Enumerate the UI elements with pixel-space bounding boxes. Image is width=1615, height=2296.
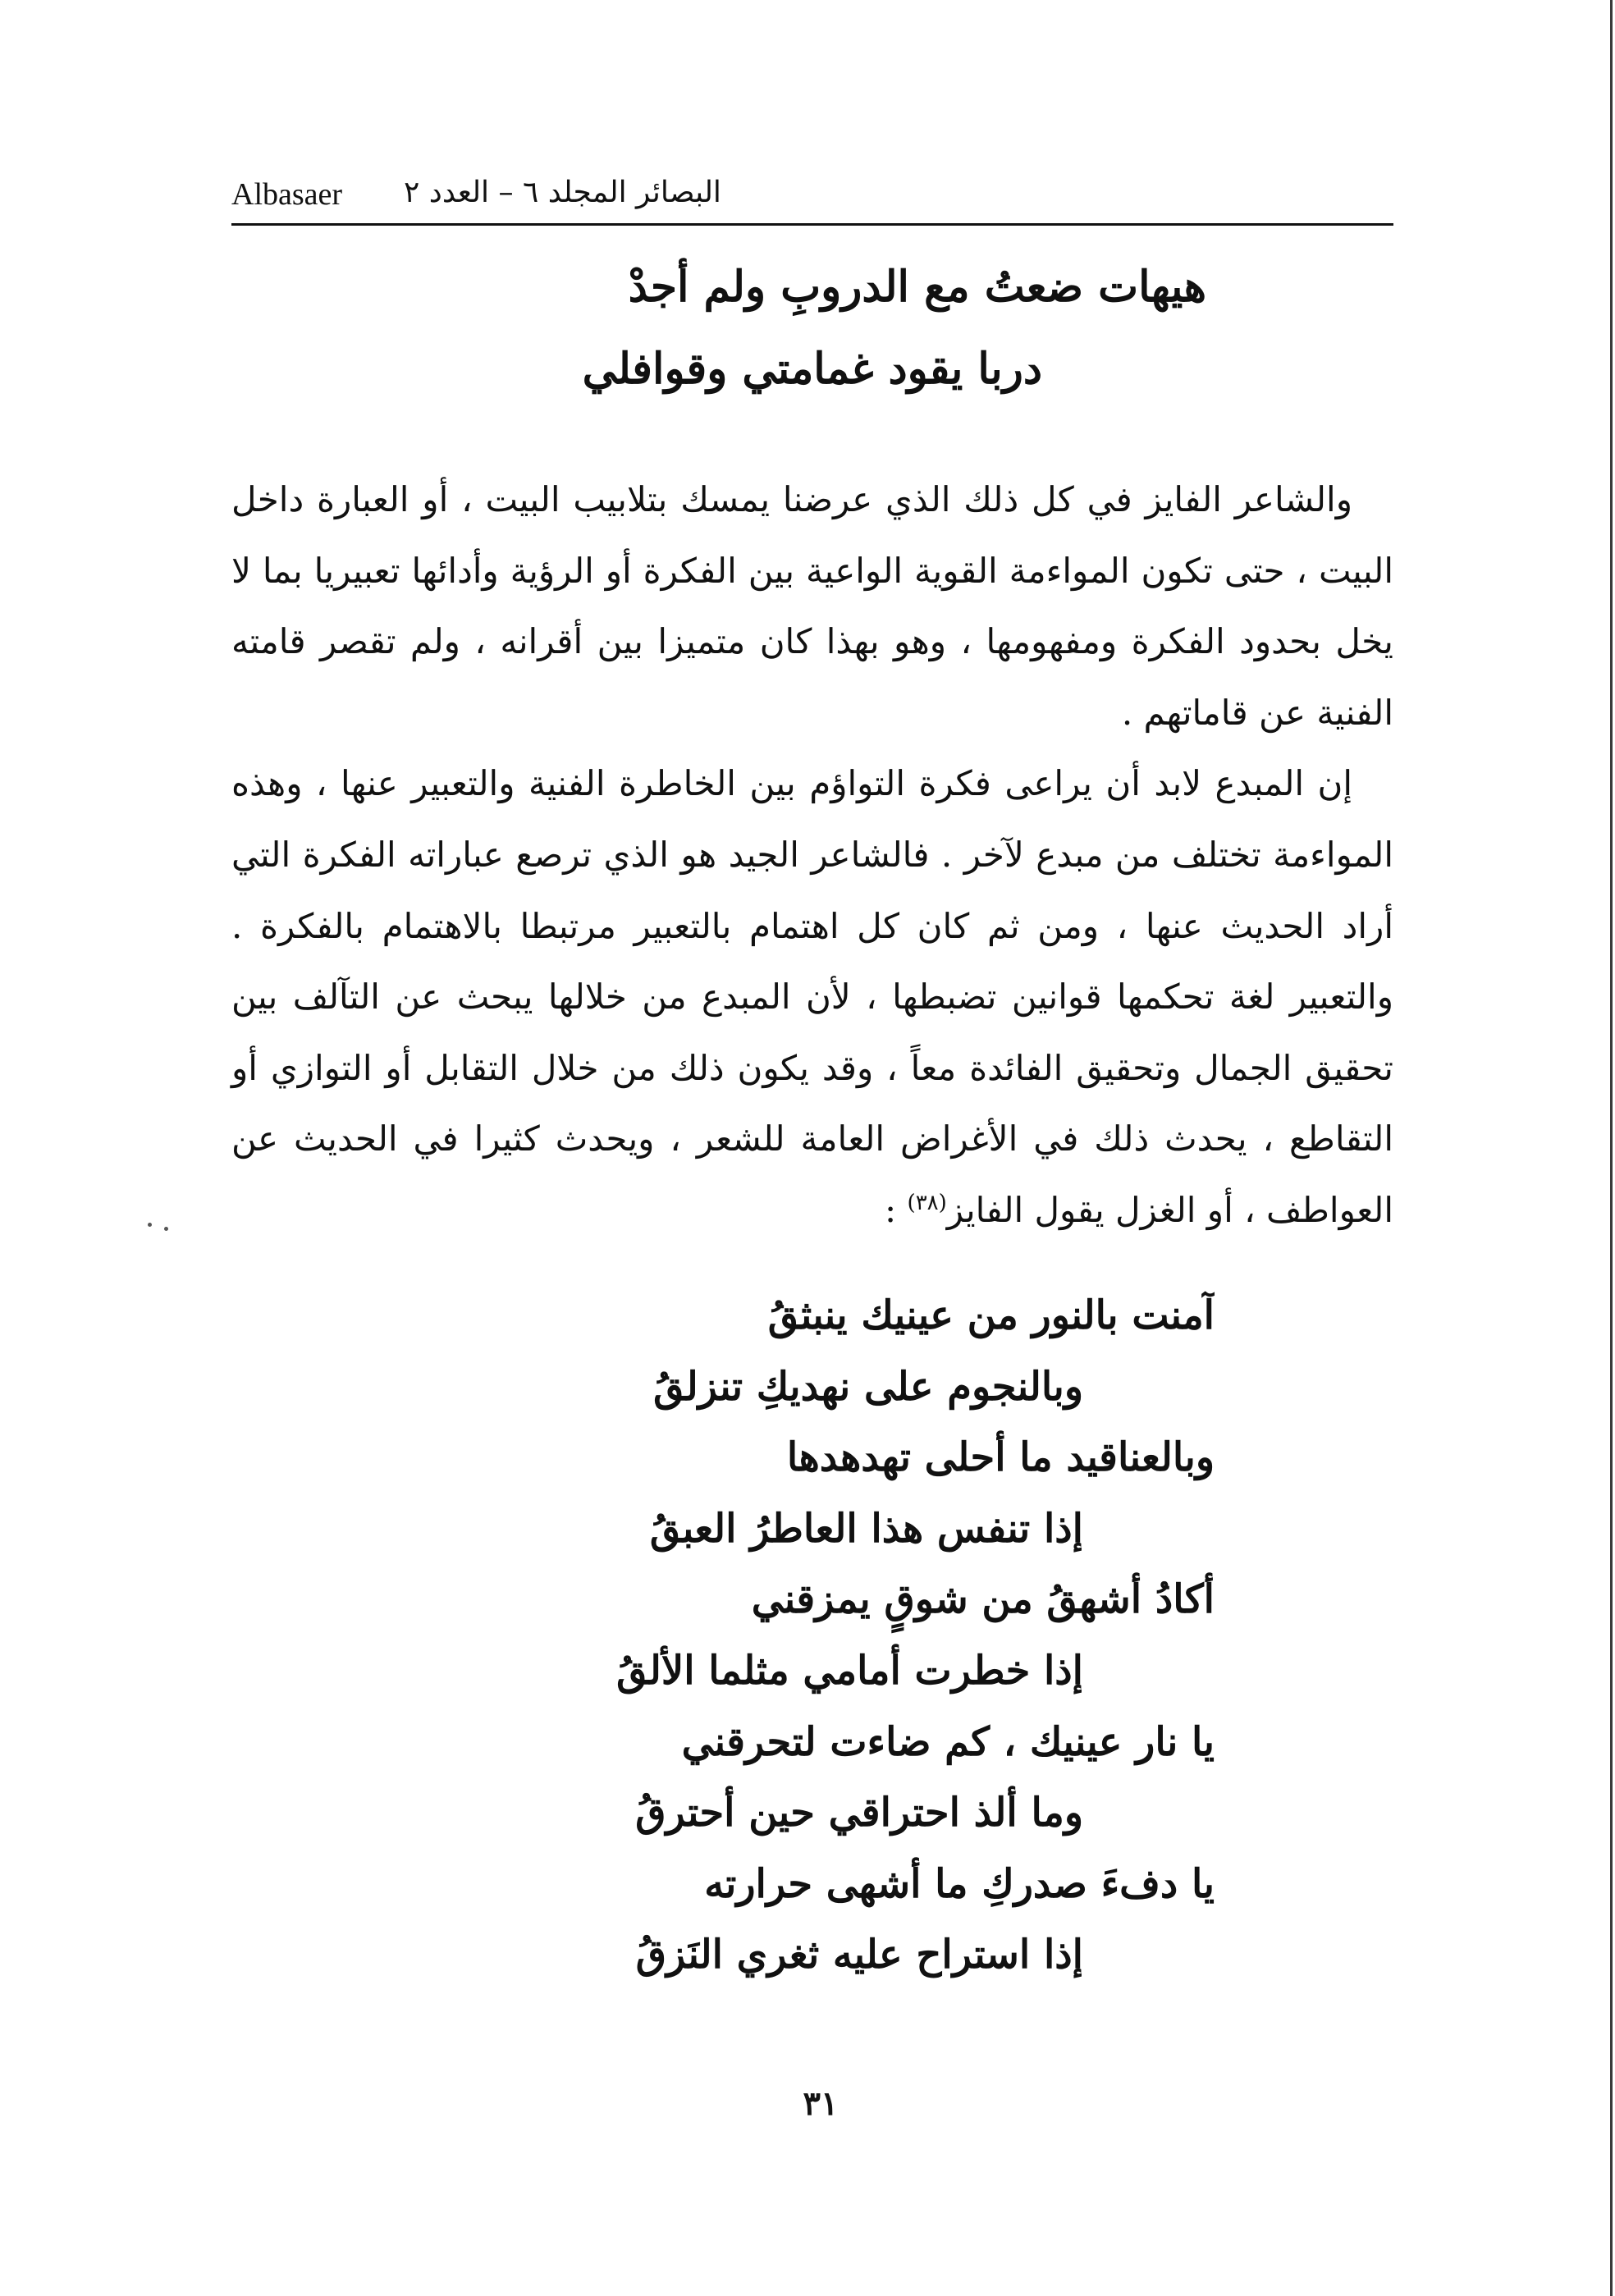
opening-verse — [427, 246, 1206, 410]
verse-line: هيهات ضعتُ مع الدروبِ ولم أجدْ — [628, 262, 1206, 312]
footnote-reference: (٣٨) — [907, 1190, 947, 1215]
paragraph: والشاعر الفايز في كل ذلك الذي عرضنا يمسك بتلابيب البيت ، أو العبارة داخل البيت ، حتى تكون المواءمة القوية الواعية بين الفكرة أو الرؤية وأدائها تعبيريا بما لا يخل بحدود الفكرة ومفهومها ، وهو بهذا كان متميزا بين أقرانه ، ولم تقصر قامته الفنية عن قاماتهم . — [231, 479, 1393, 733]
paragraph-text: إن المبدع لابد أن يراعى فكرة التواؤم بين الخاطرة الفنية والتعبير عنها ، وهذه المواءمة تختلف من مبدع لآخر . فالشاعر الجيد هو الذي ترصع عباراته الفكرة التي أراد الحديث عنها ، ومن ثم كان كل اهتمام بالتعبير مرتبطا بالاهتمام بالفكرة . والتعبير لغة تحكمها قوانين تضبطها ، لأن المبدع من خلالها يبحث عن التآلف بين تحقيق الجمال وتحقيق الفائدة معاً ، وقد يكون ذلك من خلال التقابل أو التوازي أو التقاطع ، يحدث ذلك في الأغراض العامة للشعر ، ويحدث كثيرا في الحديث عن العواطف ، أو الغزل يقول الفايز — [231, 763, 1393, 1230]
poem-line: وبالنجوم على نهديكِ تنزلقُ — [653, 1363, 1083, 1410]
poem — [394, 1280, 1215, 1991]
poem-line: يا نار عينيك ، كم ضاءت لتحرقني — [681, 1718, 1215, 1765]
article-body — [231, 464, 1393, 1246]
poem-line: يا دفءَ صدركِ ما أشهى حرارته — [704, 1860, 1215, 1907]
poem-line: وما ألذ احتراقي حين أحترقُ — [635, 1790, 1083, 1836]
scan-edge — [1610, 0, 1613, 2296]
poem-line: إذا استراح عليه ثغري النَزقُ — [635, 1932, 1083, 1978]
poem-line: أكادُ أشهقُ من شوقٍ يمزقني — [751, 1576, 1215, 1623]
paragraph — [231, 748, 1393, 1246]
scan-speck — [148, 1223, 152, 1227]
paragraph-colon: : — [885, 1189, 908, 1230]
poem-line: إذا خطرت أمامي مثلما الألقُ — [616, 1647, 1083, 1694]
poem-line: آمنت بالنور من عينيك ينبثقُ — [767, 1292, 1215, 1338]
verse-line: دربا يقود غمامتي وقوافلي — [582, 344, 1042, 394]
running-header — [231, 168, 1393, 219]
poem-line: إذا تنفس هذا العاطرُ العبقُ — [649, 1505, 1083, 1552]
scan-speck — [164, 1227, 168, 1231]
journal-name-arabic: البصائر المجلد ٦ – العدد ٢ — [404, 176, 721, 209]
page-number: ٣١ — [803, 2084, 839, 2123]
poem-line: وبالعناقيد ما أحلى تهدهدها — [786, 1434, 1215, 1481]
journal-name-latin: Albasaer — [231, 177, 343, 212]
header-divider — [231, 223, 1393, 226]
